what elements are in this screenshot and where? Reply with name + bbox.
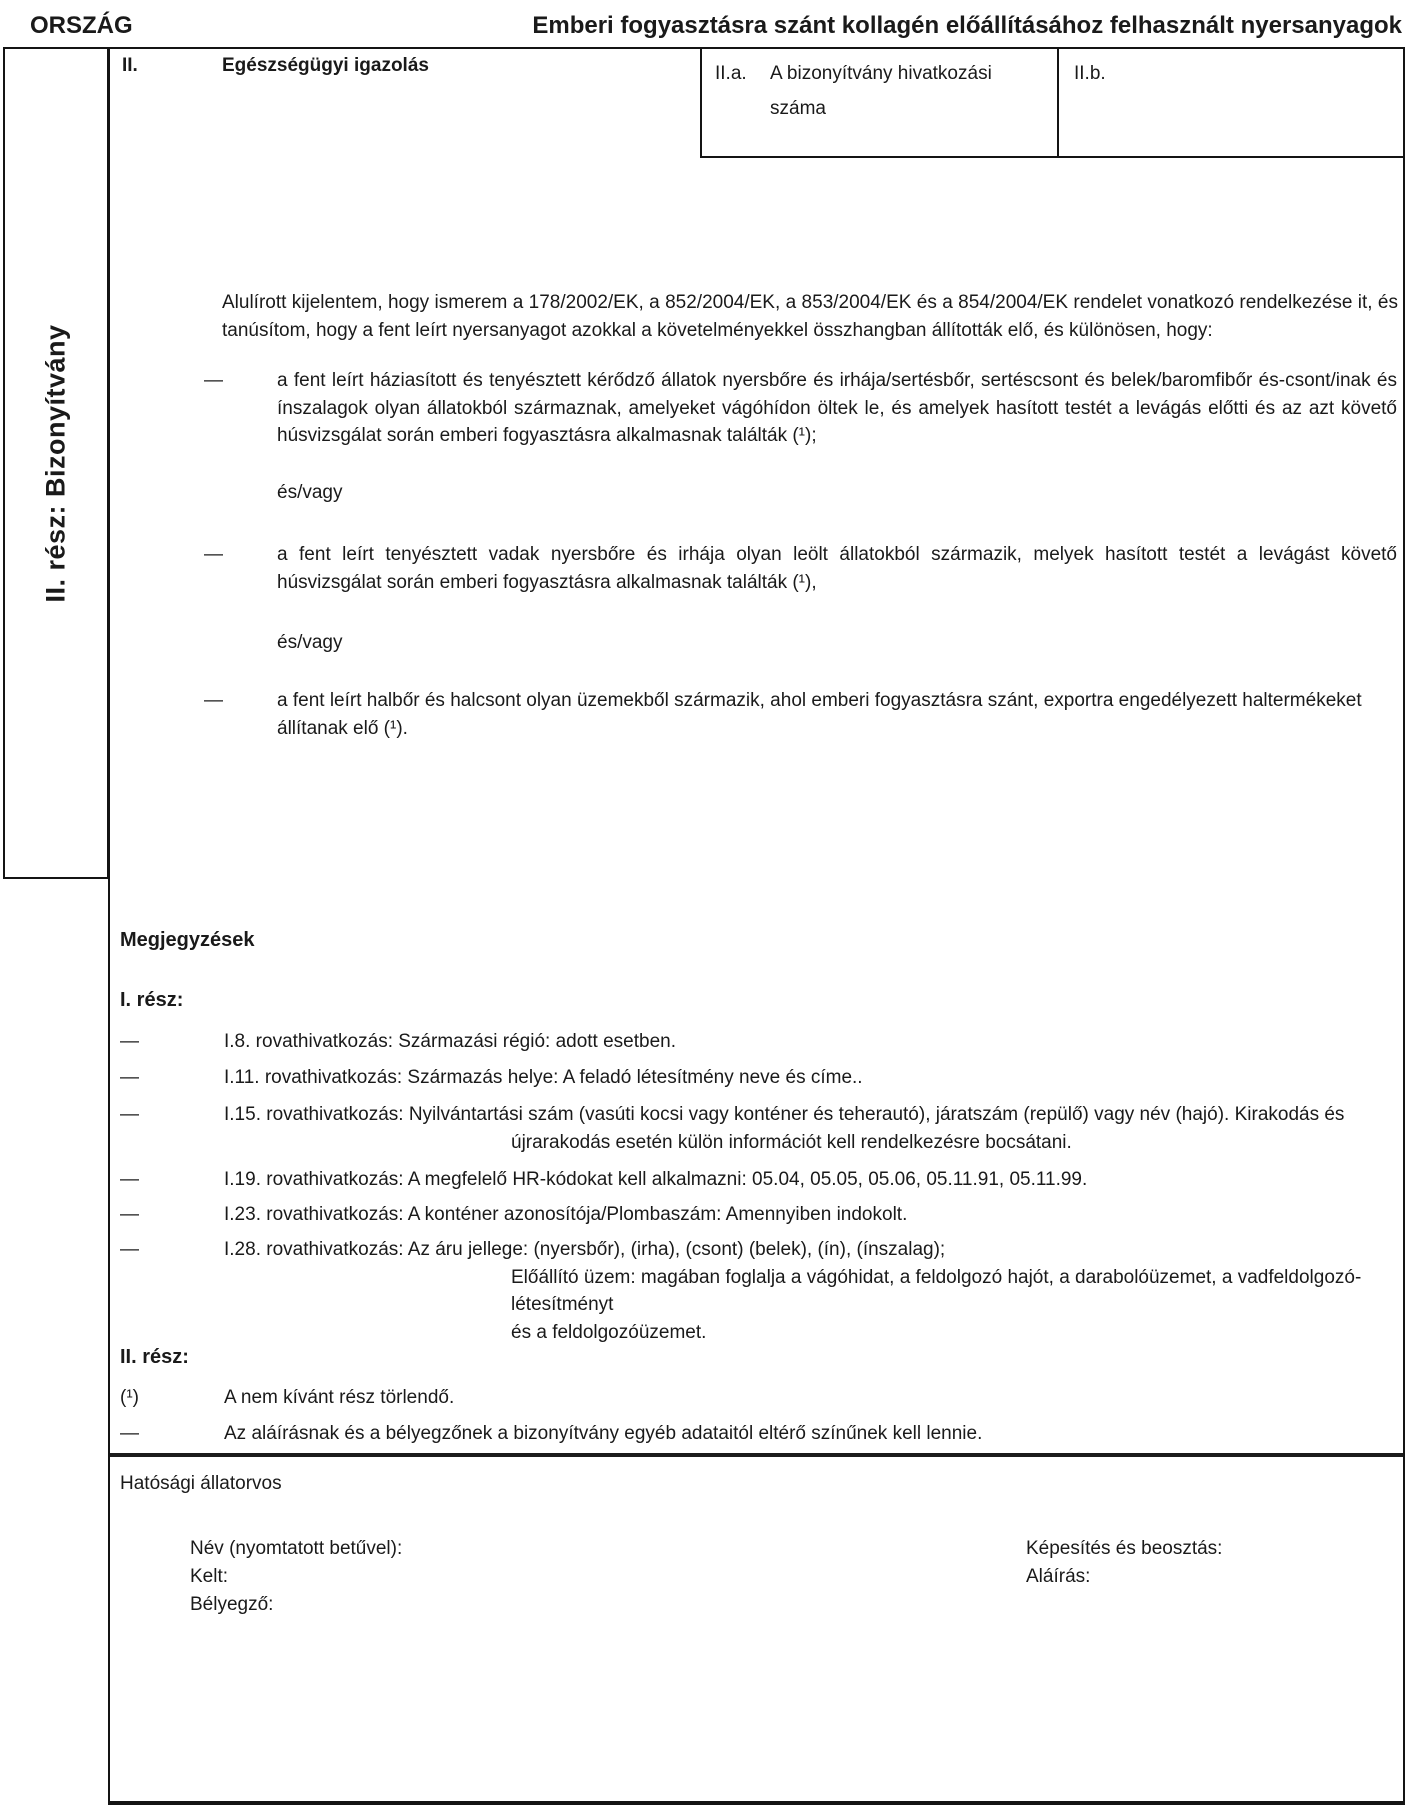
document-title: Emberi fogyasztásra szánt kollagén előállításához felhasznált nyersanyagok [532, 12, 1402, 39]
note-line: újrarakodás esetén külön információt kell rendelkezésre bocsátani. [511, 1131, 1072, 1153]
iib-cell [1057, 47, 1405, 158]
part2-heading: II. rész: [120, 1346, 189, 1368]
dash-marker: — [204, 370, 223, 391]
dash-marker: — [204, 544, 223, 565]
part2-sidebar [3, 47, 109, 879]
footnote-marker: (¹) [120, 1387, 139, 1408]
date-field-label: Kelt: [190, 1566, 229, 1587]
note-text [224, 1064, 1404, 1092]
note-line: I.15. rovathivatkozás: Nyilvántartási szám (vasúti kocsi vagy konténer és teherautó), járatszám (repülő) vagy név (hajó). Kirakodás és [224, 1104, 1345, 1125]
and-or-connector: és/vagy [277, 482, 343, 503]
part2-sidebar-label: II. rész: Bizonyítvány [40, 323, 71, 603]
section-ii-title: Egészségügyi igazolás [222, 55, 429, 76]
note-text [224, 1166, 1404, 1194]
note-line: Az aláírásnak és a bélyegzőnek a bizonyítvány egyéb adataitól eltérő színűnek kell lennie. [224, 1423, 983, 1444]
stamp-field-label: Bélyegző: [190, 1594, 274, 1615]
note-line: I.19. rovathivatkozás: A megfelelő HR-kódokat kell alkalmazni: 05.04, 05.05, 05.06, 05.11.91, 05.11.99. [224, 1169, 1088, 1190]
dash-marker: — [120, 1423, 139, 1444]
note-line: I.23. rovathivatkozás: A konténer azonosítója/Plombaszám: Amennyiben indokolt. [224, 1204, 908, 1225]
clause-text: a fent leírt háziasított és tenyésztett kérődző állatok nyersbőre és irhája/sertésbőr, sertéscsont és belek/baromfibőr és-csont/inak és ínszalagok olyan állatokból származnak, amelyeket vágóhídon öltek le, és amelyek hasított testét a levágás előtti és az azt követő húsvizsgálat során emberi fogyasztásra alkalmasnak találták (¹); [277, 370, 1397, 446]
signature-divider [110, 1453, 1403, 1457]
signature-field-label: Aláírás: [1026, 1566, 1091, 1587]
note-line: Előállító üzem: magában foglalja a vágóhidat, a feldolgozó hajót, a darabolóüzemet, a vadfeldolgozó-létesítményt [511, 1266, 1362, 1315]
note-text [224, 1236, 1404, 1346]
dash-marker: — [120, 1204, 139, 1225]
dash-marker: — [120, 1239, 139, 1260]
name-field-label: Név (nyomtatott betűvel): [190, 1538, 403, 1559]
country-label: ORSZÁG [30, 12, 133, 39]
official-vet-heading: Hatósági állatorvos [120, 1473, 282, 1494]
dash-marker: — [120, 1104, 139, 1125]
dash-marker: — [120, 1031, 139, 1052]
clause-text: a fent leírt tenyésztett vadak nyersbőre és irhája olyan leölt állatokból származik, melyek hasított testét a levágást követő húsvizsgálat során emberi fogyasztásra alkalmasnak találták (¹), [277, 544, 1397, 593]
note-text [224, 1384, 1404, 1412]
iia-number: II.a. [715, 63, 747, 84]
dash-marker: — [120, 1067, 139, 1088]
note-line: I.28. rovathivatkozás: Az áru jellege: (nyersbőr), (irha), (csont) (belek), (ín), (ínszalag); [224, 1239, 946, 1260]
declaration-intro: Alulírott kijelentem, hogy ismerem a 178/2002/EK, a 852/2004/EK, a 853/2004/EK és a 854/2004/EK rendelet vonatkozó rendelkezése it, és tanúsítom, hogy a fent leírt nyersanyagot azokkal a követelményekkel összhangban állították elő, és különösen, hogy: [222, 292, 1398, 341]
note-line: I.11. rovathivatkozás: Származás helye: A feladó létesítmény neve és címe.. [224, 1067, 863, 1088]
note-line: A nem kívánt rész törlendő. [224, 1387, 455, 1408]
note-text [224, 1420, 1404, 1448]
note-text [224, 1101, 1404, 1156]
note-line: I.8. rovathivatkozás: Származási régió: adott esetben. [224, 1031, 677, 1052]
iib-number: II.b. [1074, 63, 1106, 84]
iia-label: A bizonyítvány hivatkozási száma [770, 63, 992, 119]
note-text [224, 1028, 1404, 1056]
clause-text: a fent leírt halbőr és halcsont olyan üzemekből származik, ahol emberi fogyasztásra szánt, exportra engedélyezett haltermékeket állítanak elő (¹). [277, 690, 1362, 739]
notes-heading: Megjegyzések [120, 929, 255, 951]
part1-heading: I. rész: [120, 989, 184, 1011]
reference-number-cell [700, 47, 1057, 158]
note-text [224, 1201, 1404, 1229]
note-line: és a feldolgozóüzemet. [511, 1321, 707, 1343]
dash-marker: — [204, 690, 223, 711]
section-ii-number: II. [122, 55, 138, 76]
dash-marker: — [120, 1169, 139, 1190]
and-or-connector: és/vagy [277, 632, 343, 653]
qualification-field-label: Képesítés és beosztás: [1026, 1538, 1223, 1559]
